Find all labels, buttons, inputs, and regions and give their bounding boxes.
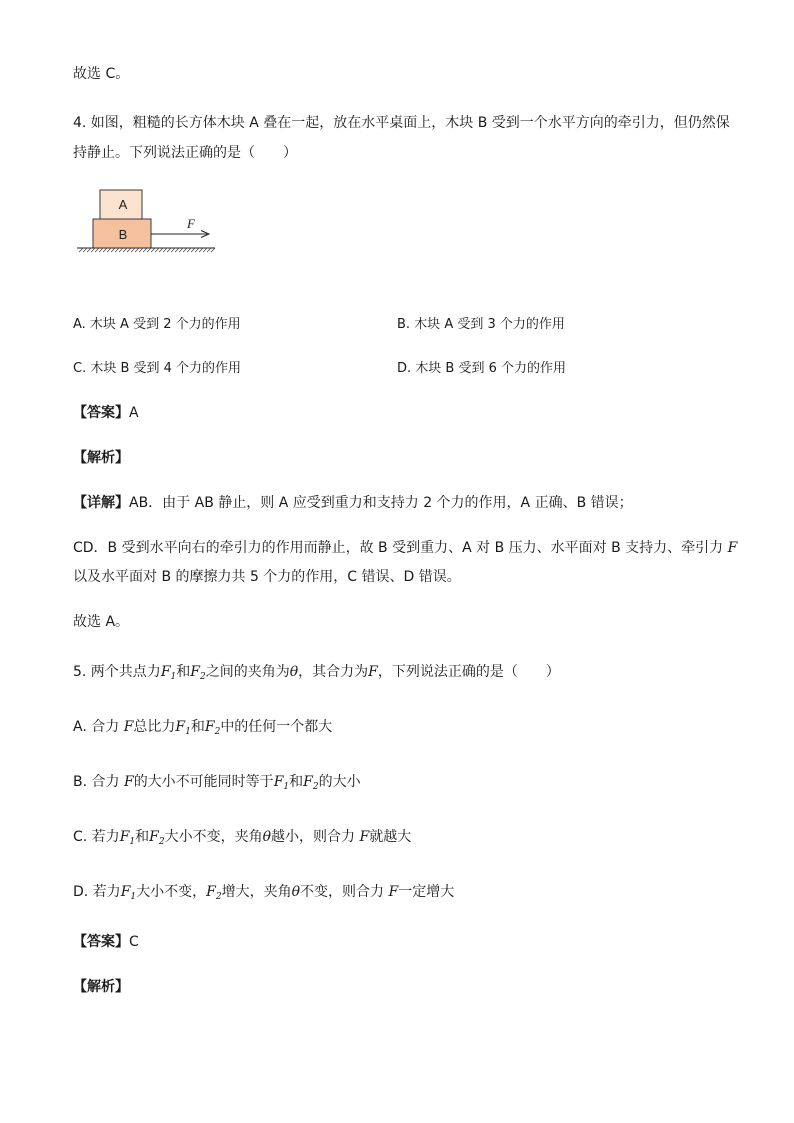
- q4-stem-line1: 4. 如图，粗糙的长方体木块 A 叠在一起，放在水平桌面上，木块 B 受到一个水平方向的牵引力，但仍然保: [73, 115, 730, 131]
- q5-option-a: A. 合力 F总比力$F_1$和$F_2$中的任何一个都大: [73, 719, 333, 737]
- q4-detail-line3: 以及水平面对 B 的摩擦力共 5 个力的作用，C 错误、D 错误。: [73, 569, 461, 585]
- q5-stem: [73, 662, 560, 682]
- block-a-label: A: [118, 197, 128, 212]
- q4-analysis-tag: 【解析】: [73, 450, 129, 466]
- q4-answer-value: A: [129, 405, 139, 421]
- q4-detail-text2: CD．B 受到水平向右的牵引力的作用而静止，故 B 受到重力、A 对 B 压力、水平面对 B 支持力、牵引力: [73, 540, 724, 556]
- q5-stem-f1: $F_1$: [160, 664, 177, 682]
- q4-answer-tag: 【答案】: [73, 405, 129, 421]
- q5-stem-prefix: 5. 两个共点力: [73, 664, 161, 680]
- q5-stem-f: F: [368, 664, 378, 680]
- q5-analysis-tag: 【解析】: [73, 979, 129, 995]
- q4-block-figure: [73, 183, 223, 255]
- force-label: F: [187, 216, 195, 231]
- q5-stem-f2: $F_2$: [190, 664, 206, 682]
- q4-detail-line1: [73, 493, 633, 513]
- q5-answer-tag: 【答案】: [73, 934, 129, 950]
- q4-option-b: B. 木块 A 受到 3 个力的作用: [397, 317, 565, 332]
- q5-stem-end: ，下列说法正确的是（ ）: [377, 664, 560, 680]
- q4-option-c: C. 木块 B 受到 4 个力的作用: [73, 361, 242, 376]
- q4-detail-line2: [73, 538, 737, 558]
- q5-option-b: B. 合力 F的大小不可能同时等于$F_1$和$F_2$的大小: [73, 774, 361, 792]
- q5-answer: [73, 932, 139, 952]
- q5-stem-mid2: ，其合力为: [298, 664, 369, 680]
- q4-stem-line2: 持静止。下列说法正确的是（ ）: [73, 145, 297, 161]
- ground-hatching: [79, 248, 215, 252]
- q5-stem-mid: 之间的夹角为: [205, 664, 290, 680]
- q4-option-d: D. 木块 B 受到 6 个力的作用: [397, 361, 566, 376]
- q5-option-c: C. 若力$F_1$和$F_2$大小不变，夹角θ越小，则合力 F就越大: [73, 829, 412, 847]
- q4-detail-tag: 【详解】: [73, 495, 129, 511]
- q4-answer: [73, 403, 139, 423]
- prev-conclusion: 故选 C。: [73, 66, 130, 82]
- q4-option-a: A. 木块 A 受到 2 个力的作用: [73, 317, 241, 332]
- q4-detail-text1: AB．由于 AB 静止，则 A 应受到重力和支持力 2 个力的作用，A 正确、B 错误；: [129, 495, 633, 511]
- block-b-label: B: [118, 227, 128, 242]
- q5-option-d: D. 若力$F_1$大小不变，$F_2$增大，夹角θ不变，则合力 F一定增大: [73, 884, 455, 902]
- q5-stem-theta: θ: [289, 664, 299, 680]
- q5-stem-and: 和: [176, 664, 191, 680]
- q5-answer-value: C: [129, 934, 139, 950]
- q4-conclusion: 故选 A。: [73, 614, 130, 630]
- q4-detail-force-symbol: F: [727, 540, 738, 556]
